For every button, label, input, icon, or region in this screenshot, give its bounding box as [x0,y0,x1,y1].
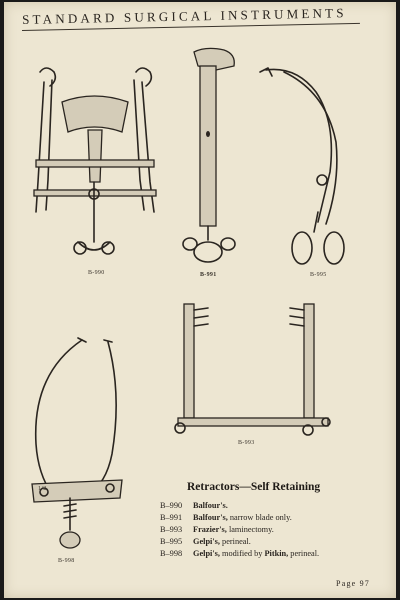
item-description: laminectomy. [226,525,274,534]
gelpi-perineal-illustration [256,62,356,272]
balfour-retractor-illustration [24,62,174,272]
list-item [160,548,319,560]
figure-caption-b998-scale: 1/2 [38,486,47,492]
item-description-suffix: perineal. [288,549,320,558]
item-code: B–993 [160,525,183,534]
figure-caption-b990: B-990 [88,270,105,276]
list-item [160,536,319,548]
item-name: Frazier's, [193,525,227,534]
figure-caption-b993: B-993 [238,440,255,446]
catalog-page [4,2,396,598]
page-header: STANDARD SURGICAL INSTRUMENTS [22,5,347,27]
balfour-narrow-blade-illustration [176,44,246,274]
item-name-modifier: Pitkin, [264,549,289,558]
item-description: narrow blade only. [227,513,292,522]
list-item [160,500,319,512]
frazier-laminectomy-illustration [174,298,334,448]
item-name: Gelpi's, [193,549,220,558]
list-item [160,524,319,536]
item-code: B–990 [160,501,183,510]
item-description: perineal. [219,537,251,546]
item-list [160,500,319,560]
item-name: Balfour's. [193,501,228,510]
item-name: Gelpi's, [193,537,220,546]
item-code: B–998 [160,549,183,558]
figure-caption-b995: B-995 [310,272,327,278]
figure-caption-b998: B-998 [58,558,75,564]
item-code: B–991 [160,513,183,522]
figure-caption-b991: B-991 [200,272,217,278]
gelpi-modified-illustration [22,334,132,554]
item-code: B–995 [160,537,183,546]
item-name: Balfour's, [193,513,228,522]
section-title: Retractors—Self Retaining [187,481,321,493]
page-number: Page 97 [336,579,370,588]
list-item [160,512,319,524]
item-description: modified by [219,549,265,558]
